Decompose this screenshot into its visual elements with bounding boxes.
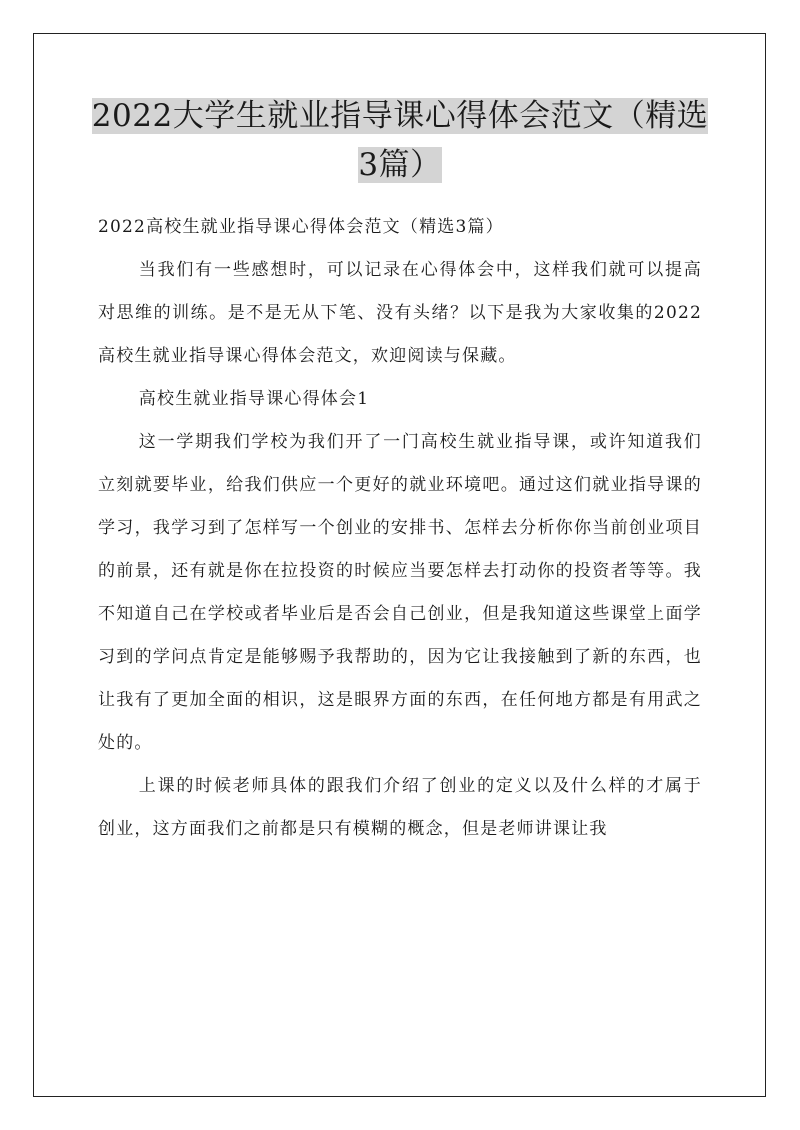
document-title-text: 2022大学生就业指导课心得体会范文（精选3篇）: [91, 98, 709, 183]
subtitle: 2022高校生就业指导课心得体会范文（精选3篇）: [98, 217, 504, 237]
intro-paragraph: 当我们有一些感想时，可以记录在心得体会中，这样我们就可以提高对思维的训练。是不是无从下笔、没有头绪？以下是我为大家收集的2022高校生就业指导课心得体会范文，欢迎阅读与保藏。: [98, 260, 702, 366]
document-title: [90, 92, 710, 190]
body-paragraph-2: 上课的时候老师具体的跟我们介绍了创业的定义以及什么样的才属于创业，这方面我们之前都是只有模糊的概念，但是老师讲课让我: [98, 776, 702, 839]
section-heading: 高校生就业指导课心得体会1: [138, 389, 370, 409]
body-paragraph-1: 这一学期我们学校为我们开了一门高校生就业指导课，或许知道我们立刻就要毕业，给我们供应一个更好的就业环境吧。通过这们就业指导课的学习，我学习到了怎样写一个创业的安排书、怎样去分析你你当前创业项目的前景，还有就是你在拉投资的时候应当要怎样去打动你的投资者等等。我不知道自己在学校或者毕业后是否会自己创业，但是我知道这些课堂上面学习到的学问点肯定是能够赐予我帮助的，因为它让我接触到了新的东西，也让我有了更加全面的相识，这是眼界方面的东西，在任何地方都是有用武之处的。: [98, 432, 702, 753]
document-body: [98, 206, 702, 851]
